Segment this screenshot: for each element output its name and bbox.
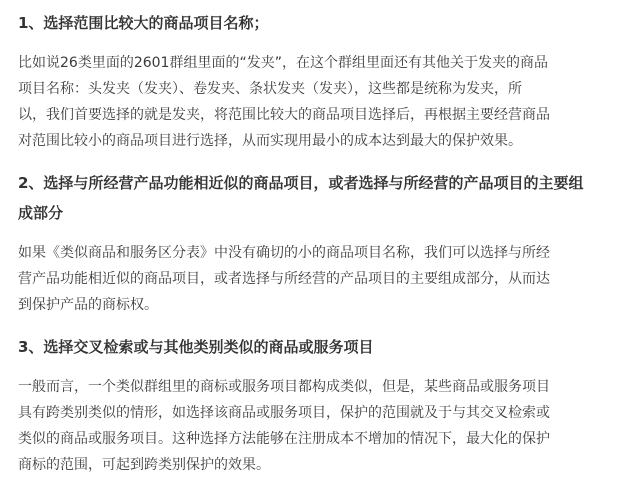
section-paragraph [18, 240, 622, 318]
section-heading: 3、选择交叉检索或与其他类别类似的商品或服务项目 [18, 338, 374, 356]
paragraph-line: 营产品功能相近似的商品项目，或者选择与所经营的产品项目的主要组成部分，从而达 [18, 271, 550, 287]
paragraph-line: 商标的范围，可起到跨类别保护的效果。 [18, 457, 270, 473]
paragraph-line: 比如说26类里面的2601群组里面的“发夹”，在这个群组里面还有其他关于发夹的商品 [18, 55, 548, 71]
section-heading: 1、选择范围比较大的商品项目名称； [18, 14, 269, 32]
section-heading-line: 成部分 [18, 204, 64, 222]
paragraph-line: 对范围比较小的商品项目进行选择，从而实现用最小的成本达到最大的保护效果。 [18, 133, 522, 149]
section-heading [18, 168, 622, 228]
paragraph-line: 以，我们首要选择的就是发夹，将范围比较大的商品项目选择后，再根据主要经营商品 [18, 107, 550, 123]
section-1 [18, 8, 622, 154]
section-paragraph [18, 50, 622, 154]
section-3 [18, 332, 622, 478]
section-heading-line: 2、选择与所经营产品功能相近似的商品项目，或者选择与所经营的产品项目的主要组 [18, 174, 584, 192]
section-paragraph [18, 374, 622, 478]
paragraph-line: 到保护产品的商标权。 [18, 297, 158, 313]
paragraph-line: 具有跨类别类似的情形，如选择该商品或服务项目，保护的范围就及于与其交叉检索或 [18, 405, 550, 421]
section-2 [18, 168, 622, 318]
paragraph-line: 项目名称：头发夹（发夹）、卷发夹、条状发夹（发夹），这些都是统称为发夹，所 [18, 81, 522, 97]
paragraph-line: 如果《类似商品和服务区分表》中没有确切的小的商品项目名称，我们可以选择与所经 [18, 245, 550, 261]
paragraph-line: 一般而言，一个类似群组里的商标或服务项目都构成类似，但是，某些商品或服务项目 [18, 379, 550, 395]
paragraph-line: 类似的商品或服务项目。这种选择方法能够在注册成本不增加的情况下，最大化的保护 [18, 431, 550, 447]
